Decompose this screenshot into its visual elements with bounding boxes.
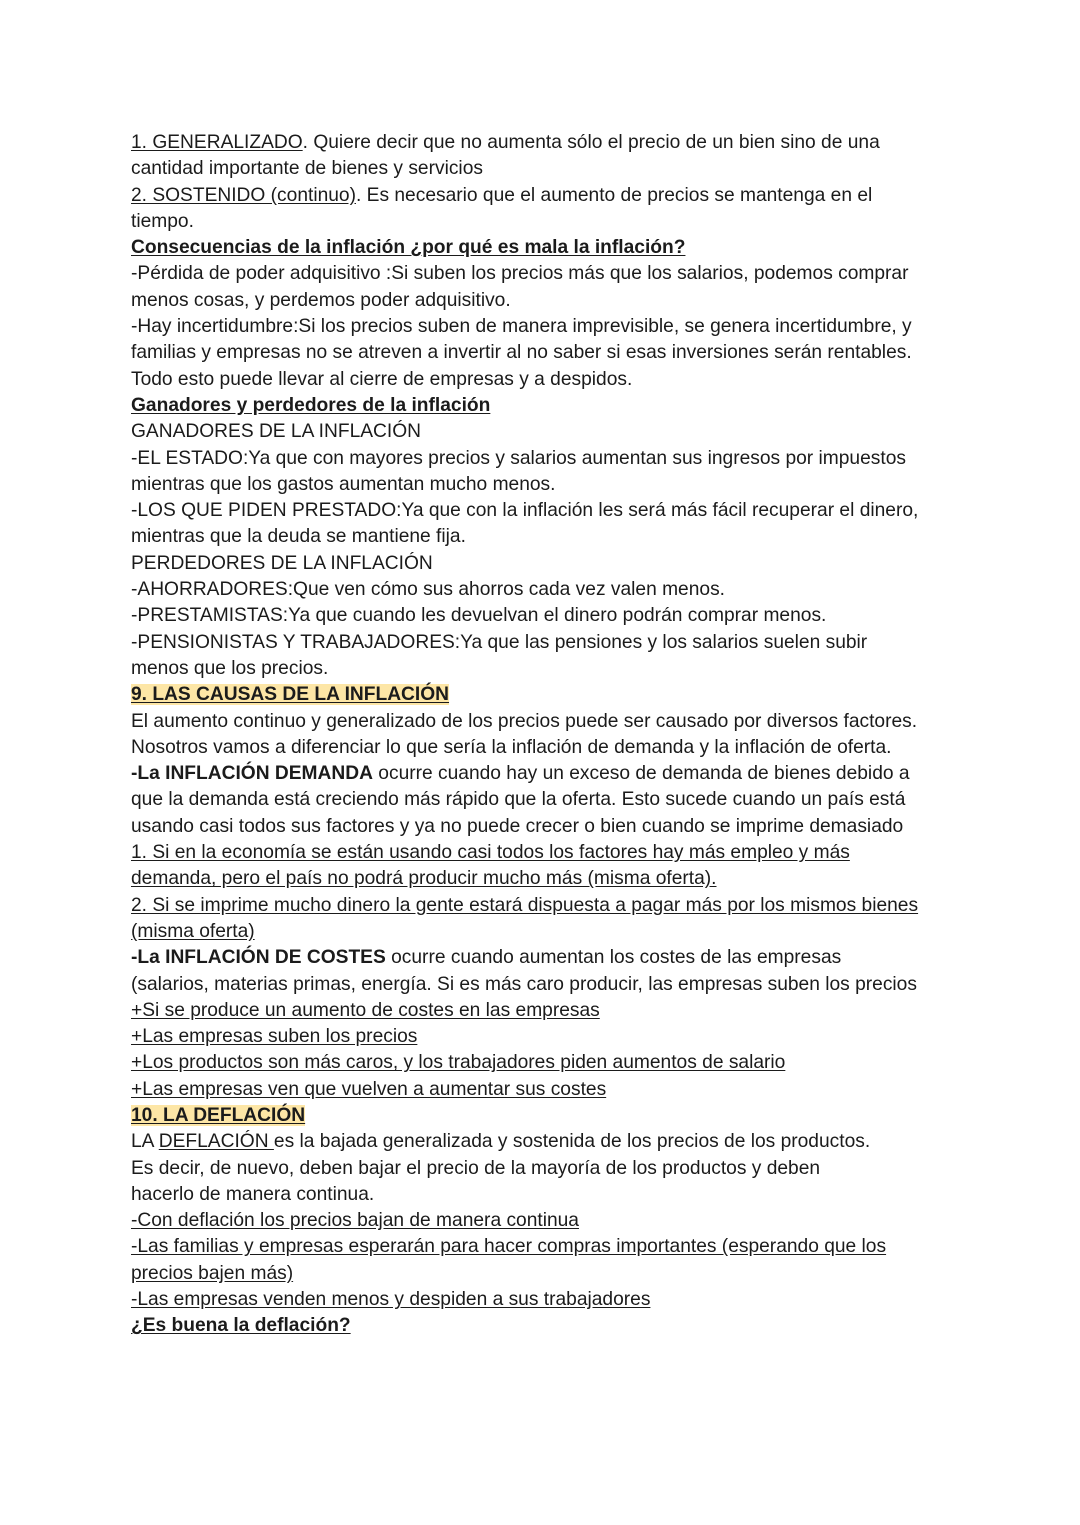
ganador-estado-cont: mientras que los gastos aumentan mucho menos. — [131, 473, 556, 495]
deflacion-point-1: -Con deflación los precios bajan de manera continua — [131, 1210, 579, 1232]
heading-deflacion-wrap — [131, 1103, 961, 1129]
document-page — [131, 130, 961, 1340]
consecuencia-2-cont: familias y empresas no se atreven a invertir al no saber si esas inversiones serán rentables. — [131, 342, 912, 364]
sostenido-label: 2. SOSTENIDO (continuo) — [131, 184, 356, 206]
costes-point-3: +Los productos son más caros, y los trabajadores piden aumentos de salario — [131, 1052, 786, 1074]
causas-text-1: El aumento continuo y generalizado de los precios puede ser causado por diversos factores. — [131, 710, 918, 732]
consecuencia-2-cont2: Todo esto puede llevar al cierre de empresas y a despidos. — [131, 368, 633, 390]
demanda-text: ocurre cuando hay un exceso de demanda de bienes debido a — [372, 763, 910, 785]
ganador-prestado-cont: mientras que la deuda se mantiene fija. — [131, 526, 466, 548]
demanda-text-2: que la demanda está creciendo más rápido que la oferta. Esto sucede cuando un país está — [131, 789, 906, 811]
heading-deflacion: 10. LA DEFLACIÓN — [131, 1104, 306, 1126]
demanda-point-1: 1. Si en la economía se están usando casi todos los factores hay más empleo y más — [131, 842, 850, 864]
heading-causas: 9. LAS CAUSAS DE LA INFLACIÓN — [131, 684, 450, 706]
demanda-label: -La INFLACIÓN DEMANDA — [131, 763, 373, 785]
deflacion-term: DEFLACIÓN — [158, 1131, 274, 1153]
sostenido-text: . Es necesario que el aumento de precios se mantenga en el — [356, 184, 873, 206]
deflacion-article: LA — [131, 1131, 159, 1153]
ganadores-title: GANADORES DE LA INFLACIÓN — [131, 421, 422, 443]
consecuencia-1-cont: menos cosas, y perdemos poder adquisitivo. — [131, 289, 511, 311]
generalizado-text-cont: cantidad importante de bienes y servicios — [131, 158, 483, 180]
demanda-point-2-cont: (misma oferta) — [131, 920, 255, 942]
deflacion-text: es la bajada generalizada y sostenida de los precios de los productos. — [273, 1131, 871, 1153]
perdedor-pensionistas: -PENSIONISTAS Y TRABAJADORES:Ya que las pensiones y los salarios suelen subir — [131, 631, 868, 653]
heading-causas-wrap — [131, 682, 961, 708]
costes-point-2: +Las empresas suben los precios — [131, 1026, 418, 1048]
deflacion-definition — [131, 1129, 961, 1155]
perdedor-prestamistas: -PRESTAMISTAS:Ya que cuando les devuelvan el dinero podrán comprar menos. — [131, 605, 827, 627]
heading-consecuencias: Consecuencias de la inflación ¿por qué es mala la inflación? — [131, 237, 686, 259]
deflacion-point-3: -Las empresas venden menos y despiden a sus trabajadores — [131, 1289, 651, 1311]
sostenido-line — [131, 183, 961, 209]
demanda-text-3: usando casi todos sus factores y ya no puede crecer o bien cuando se imprime demasiado — [131, 815, 904, 837]
heading-es-buena: ¿Es buena la deflación? — [131, 1315, 351, 1337]
demanda-line — [131, 761, 961, 787]
perdedor-ahorradores: -AHORRADORES:Que ven cómo sus ahorros cada vez valen menos. — [131, 579, 725, 601]
costes-text-2: (salarios, materias primas, energía. Si es más caro producir, las empresas suben los precios — [131, 973, 917, 995]
deflacion-point-2-cont: precios bajen más) — [131, 1262, 294, 1284]
deflacion-point-2: -Las familias y empresas esperarán para hacer compras importantes (esperando que los — [131, 1236, 887, 1258]
consecuencia-2: -Hay incertidumbre:Si los precios suben de manera imprevisible, se genera incertidumbre, y — [131, 316, 912, 338]
ganador-estado: -EL ESTADO:Ya que con mayores precios y salarios aumentan sus ingresos por impuestos — [131, 447, 906, 469]
deflacion-text-3: hacerlo de manera continua. — [131, 1183, 375, 1205]
generalizado-text: . Quiere decir que no aumenta sólo el precio de un bien sino de una — [302, 132, 880, 153]
consecuencia-1: -Pérdida de poder adquisitivo :Si suben los precios más que los salarios, podemos comprar — [131, 263, 909, 285]
costes-point-1: +Si se produce un aumento de costes en las empresas — [131, 999, 600, 1021]
demanda-point-2: 2. Si se imprime mucho dinero la gente estará dispuesta a pagar más por los mismos bienes — [131, 894, 919, 916]
costes-label: -La INFLACIÓN DE COSTES — [131, 947, 386, 969]
perdedor-pensionistas-cont: menos que los precios. — [131, 657, 329, 679]
generalizado-line — [131, 130, 961, 156]
generalizado-label: 1. GENERALIZADO — [131, 132, 303, 153]
causas-text-2: Nosotros vamos a diferenciar lo que sería la inflación de demanda y la inflación de oferta. — [131, 736, 892, 758]
sostenido-text-cont: tiempo. — [131, 210, 194, 232]
costes-point-4: +Las empresas ven que vuelven a aumentar sus costes — [131, 1078, 607, 1100]
heading-ganadores-perdedores: Ganadores y perdedores de la inflación — [131, 394, 491, 416]
costes-text: ocurre cuando aumentan los costes de las empresas — [385, 947, 842, 969]
perdedores-title: PERDEDORES DE LA INFLACIÓN — [131, 552, 433, 574]
ganador-prestado: -LOS QUE PIDEN PRESTADO:Ya que con la inflación les será más fácil recuperar el dinero, — [131, 500, 919, 522]
demanda-point-1-cont: demanda, pero el país no podrá producir mucho más (misma oferta). — [131, 868, 717, 890]
deflacion-text-2: Es decir, de nuevo, deben bajar el precio de la mayoría de los productos y deben — [131, 1157, 821, 1179]
costes-line — [131, 945, 961, 971]
